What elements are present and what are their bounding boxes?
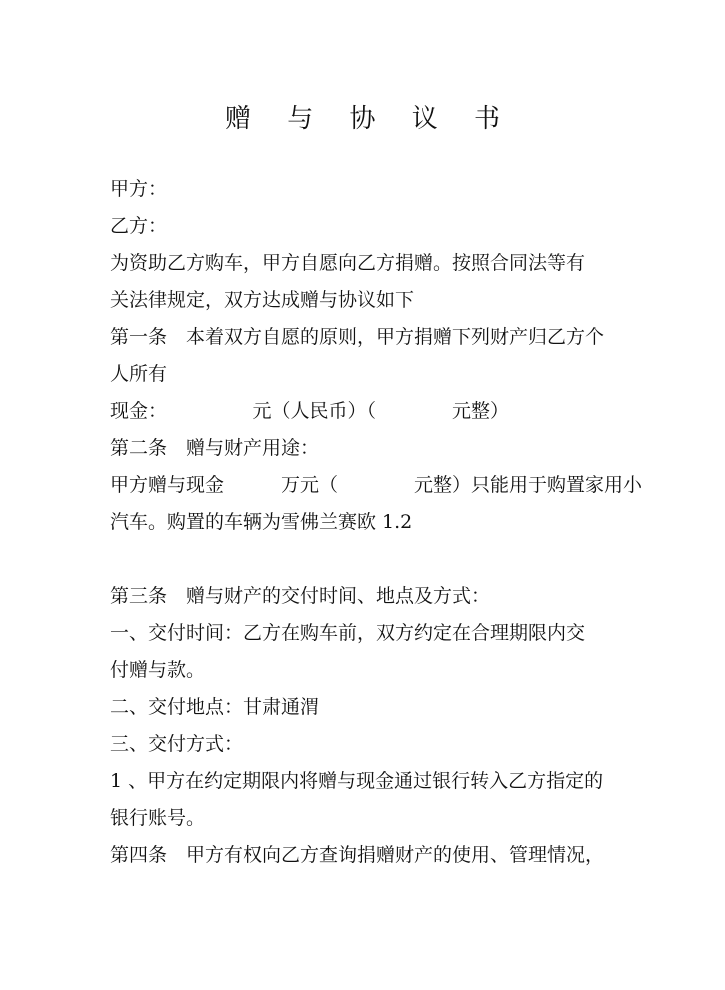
delivery-method-line-1: 1 、甲方在约定期限内将赠与现金通过银行转入乙方指定的 bbox=[110, 770, 604, 792]
preamble-line-2: 关法律规定，双方达成赠与协议如下 bbox=[110, 289, 415, 311]
party-a-line: 甲方： bbox=[110, 178, 168, 200]
preamble-line-1: 为资助乙方购车，甲方自愿向乙方捐赠。按照合同法等有 bbox=[110, 252, 586, 274]
delivery-method-line-2: 银行账号。 bbox=[110, 807, 206, 829]
article-2-line-2: 汽车。购置的车辆为雪佛兰赛欧 1.2 bbox=[110, 511, 413, 533]
article-3-heading: 第三条 赠与财产的交付时间、地点及方式： bbox=[110, 585, 491, 607]
article-4-line-1: 第四条 甲方有权向乙方查询捐赠财产的使用、管理情况， bbox=[110, 844, 605, 866]
cash-amount-line: 现金： 元（人民币）（ 元整） bbox=[110, 400, 510, 422]
delivery-time-line-1: 一、交付时间：乙方在购车前，双方约定在合理期限内交 bbox=[110, 622, 586, 644]
article-2-heading: 第二条 赠与财产用途： bbox=[110, 437, 320, 459]
article-2-line-1: 甲方赠与现金 万元（ 元整）只能用于购置家用小 bbox=[110, 474, 643, 496]
article-1-line-1: 第一条 本着双方自愿的原则，甲方捐赠下列财产归乙方个 bbox=[110, 326, 605, 348]
document-title: 赠 与 协 议 书 bbox=[224, 104, 515, 134]
article-1-line-2: 人所有 bbox=[110, 363, 168, 385]
delivery-method-heading: 三、交付方式： bbox=[110, 733, 244, 755]
delivery-place-line: 二、交付地点：甘肃通渭 bbox=[110, 696, 320, 718]
delivery-time-line-2: 付赠与款。 bbox=[110, 659, 206, 681]
party-b-line: 乙方： bbox=[110, 215, 168, 237]
